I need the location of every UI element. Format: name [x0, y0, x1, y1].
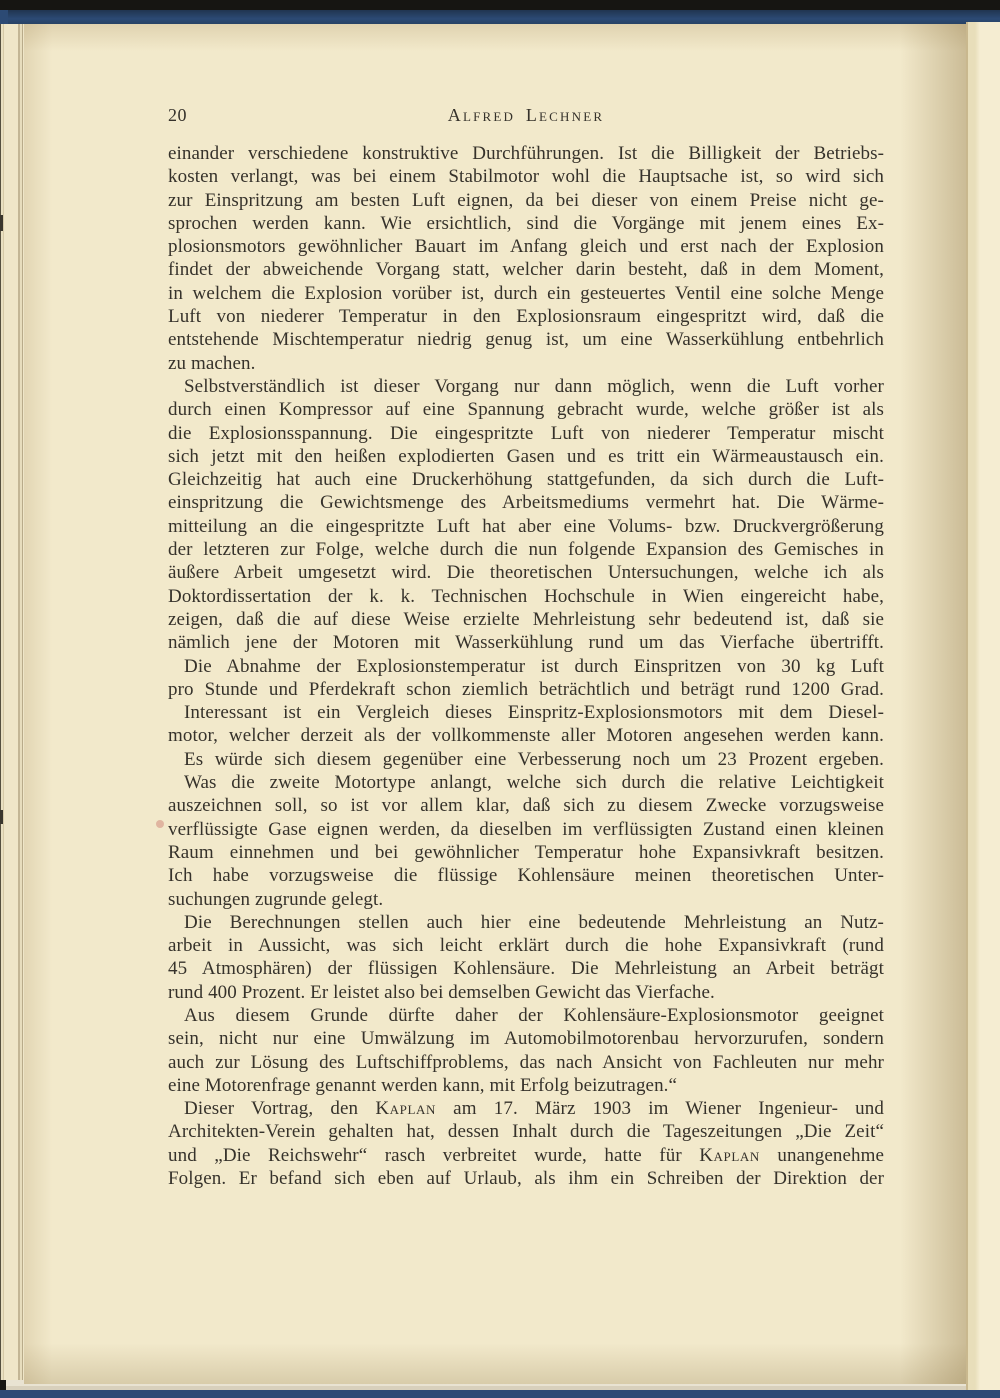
text-line: plosionsmotors gewöhnlicher Bauart im Anfang gleich und erst nach der Explosion: [168, 236, 884, 258]
text-line: Interessant ist ein Vergleich dieses Einspritz-Explosionsmotors mit dem Diesel-: [184, 702, 884, 724]
text-line: verflüssigte Gase eignen werden, da dieselben im verflüssigten Zustand einen kleinen: [168, 818, 884, 840]
text-line: Luft von niederer Temperatur in den Explosionsraum eingespritzt wird, daß die: [168, 306, 884, 328]
edge-nick: [0, 215, 3, 231]
book-cover-edge-bottom: [0, 1390, 1000, 1398]
text-line: zeigen, daß die auf diese Weise erzielte Mehrleistung sehr bedeutend ist, daß sie: [168, 608, 884, 630]
paragraph: [168, 701, 884, 748]
running-header-title: Alfred Lechner: [447, 105, 605, 125]
paragraph: [168, 655, 884, 702]
text-line: durch einen Kompressor auf eine Spannung gebracht wurde, welche größer ist als: [168, 399, 884, 421]
person-name-smallcaps: Kaplan: [699, 1144, 760, 1166]
text-line: Aus diesem Grunde dürfte daher der Kohlensäure-Explosionsmotor geeignet: [184, 1004, 884, 1026]
text-line: sein, nicht nur eine Umwälzung im Automobilmotorenbau hervorzurufen, sondern: [168, 1028, 884, 1050]
edge-nick: [0, 810, 3, 824]
text-line: Was die zweite Motortype anlangt, welche sich durch die relative Leichtigkeit: [184, 772, 884, 794]
text-line: Folgen. Er befand sich eben auf Urlaub, als ihm ein Schreiben der Direktion der: [168, 1168, 884, 1190]
text-line: Gleichzeitig hat auch eine Druckerhöhung stattgefunden, da sich durch die Luft-: [168, 469, 884, 491]
text-line: pro Stunde und Pferdekraft schon ziemlich beträchtlich und beträgt rund 1200 Grad.: [168, 678, 884, 700]
text-line: Die Berechnungen stellen auch hier eine bedeutende Mehrleistung an Nutz-: [184, 911, 884, 933]
text-line: zu machen.: [168, 352, 256, 374]
text-line: arbeit in Aussicht, was sich leicht erklärt durch die hohe Expansivkraft (rund: [168, 935, 884, 957]
text-line: Raum einnehmen und bei gewöhnlicher Temperatur hohe Expansivkraft besitzen.: [168, 841, 884, 863]
text-line: 45 Atmosphären) der flüssigen Kohlensäure. Die Mehrleistung an Arbeit beträgt: [168, 958, 884, 980]
running-head: [168, 104, 884, 128]
text-line: der letzteren zur Folge, welche durch die nun folgende Expansion des Gemisches in: [168, 539, 884, 561]
text-line: findet der abweichende Vorgang statt, welcher darin besteht, daß in dem Moment,: [168, 259, 884, 281]
page-stack-left-edge: [0, 24, 24, 1380]
paragraph: [168, 1004, 884, 1097]
paragraph: [168, 771, 884, 911]
text-line: einander verschiedene konstruktive Durchführungen. Ist die Billigkeit der Betriebs-: [168, 143, 884, 164]
paragraph: [168, 911, 884, 1004]
text-line: äußere Arbeit umgesetzt wird. Die theoretischen Untersuchungen, welche ich als: [168, 562, 884, 584]
text-line: sich jetzt mit den heißen explodierten Gasen und es tritt ein Wärmeaustausch ein.: [168, 445, 884, 467]
text-line: einspritzung die Gewichtsmenge des Arbeitsmediums vermehrt hat. Die Wärme-: [168, 492, 884, 514]
text-line: motor, welcher derzeit als der vollkommenste aller Motoren angesehen werden kann.: [168, 725, 884, 747]
stain-artifact: [156, 820, 164, 828]
page-number: 20: [168, 105, 187, 125]
text-line: die Explosionsspannung. Die eingespritzte Luft von niederer Temperatur mischt: [168, 422, 884, 444]
adjacent-page-gutter: [966, 22, 1000, 1390]
text-line: Doktordissertation der k. k. Technischen Hochschule in Wien eingereicht habe,: [168, 585, 884, 607]
text-line: auch zur Lösung des Luftschiffproblems, das nach Ansicht von Fachleuten nur mehr: [168, 1051, 884, 1073]
text-line: Ich habe vorzugsweise die flüssige Kohlensäure meinen theoretischen Unter-: [168, 865, 884, 887]
text-line: Die Abnahme der Explosionstemperatur ist durch Einspritzen von 30 kg Luft: [184, 655, 884, 677]
text-line: suchungen zugrunde gelegt.: [168, 888, 384, 910]
paragraph: [168, 375, 884, 655]
text-line: mitteilung an die eingespritzte Luft hat aber eine Volums- bzw. Druckvergrößerung: [168, 515, 884, 537]
page-text: [168, 142, 884, 1190]
text-line: in welchem die Explosion vorüber ist, durch ein gesteuertes Ventil eine solche Menge: [168, 282, 884, 304]
paragraph: [168, 142, 884, 375]
paragraph: [168, 748, 884, 771]
text-line: und „Die Reichswehr“ rasch verbreitet wurde, hatte für Kaplan unangenehme: [168, 1144, 884, 1166]
text-line: kosten verlangt, was bei einem Stabilmotor wohl die Hauptsache ist, so wird sich: [168, 166, 884, 188]
book-page: [24, 24, 966, 1384]
text-line: Architekten-Verein gehalten hat, dessen Inhalt durch die Tageszeitungen „Die Zeit“: [168, 1121, 884, 1143]
text-line: nämlich jene der Motoren mit Wasserkühlung rund um das Vierfache übertrifft.: [168, 632, 884, 654]
text-line: Dieser Vortrag, den Kaplan am 17. März 1903 im Wiener Ingenieur- und: [184, 1098, 884, 1120]
text-line: auszeichnen soll, so ist vor allem klar, daß sich zu diesem Zwecke vorzugsweise: [168, 795, 884, 817]
paragraph: [168, 1097, 884, 1190]
text-line: Es würde sich diesem gegenüber eine Verbesserung noch um 23 Prozent ergeben.: [184, 748, 884, 770]
text-line: eine Motorenfrage genannt werden kann, mit Erfolg beizutragen.“: [168, 1074, 678, 1096]
text-line: Selbstverständlich ist dieser Vorgang nur dann möglich, wenn die Luft vorher: [184, 375, 884, 397]
text-line: entstehende Mischtemperatur niedrig genug ist, um eine Wasserkühlung entbehrlich: [168, 329, 884, 351]
text-line: zur Einspritzung am besten Luft eignen, da bei dieser von einem Preise nicht ge-: [168, 189, 884, 211]
text-line: rund 400 Prozent. Er leistet also bei demselben Gewicht das Vierfache.: [168, 981, 715, 1003]
text-line: sprochen werden kann. Wie ersichtlich, sind die Vorgänge mit jenem eines Ex-: [168, 212, 884, 234]
person-name-smallcaps: Kaplan: [375, 1098, 436, 1120]
